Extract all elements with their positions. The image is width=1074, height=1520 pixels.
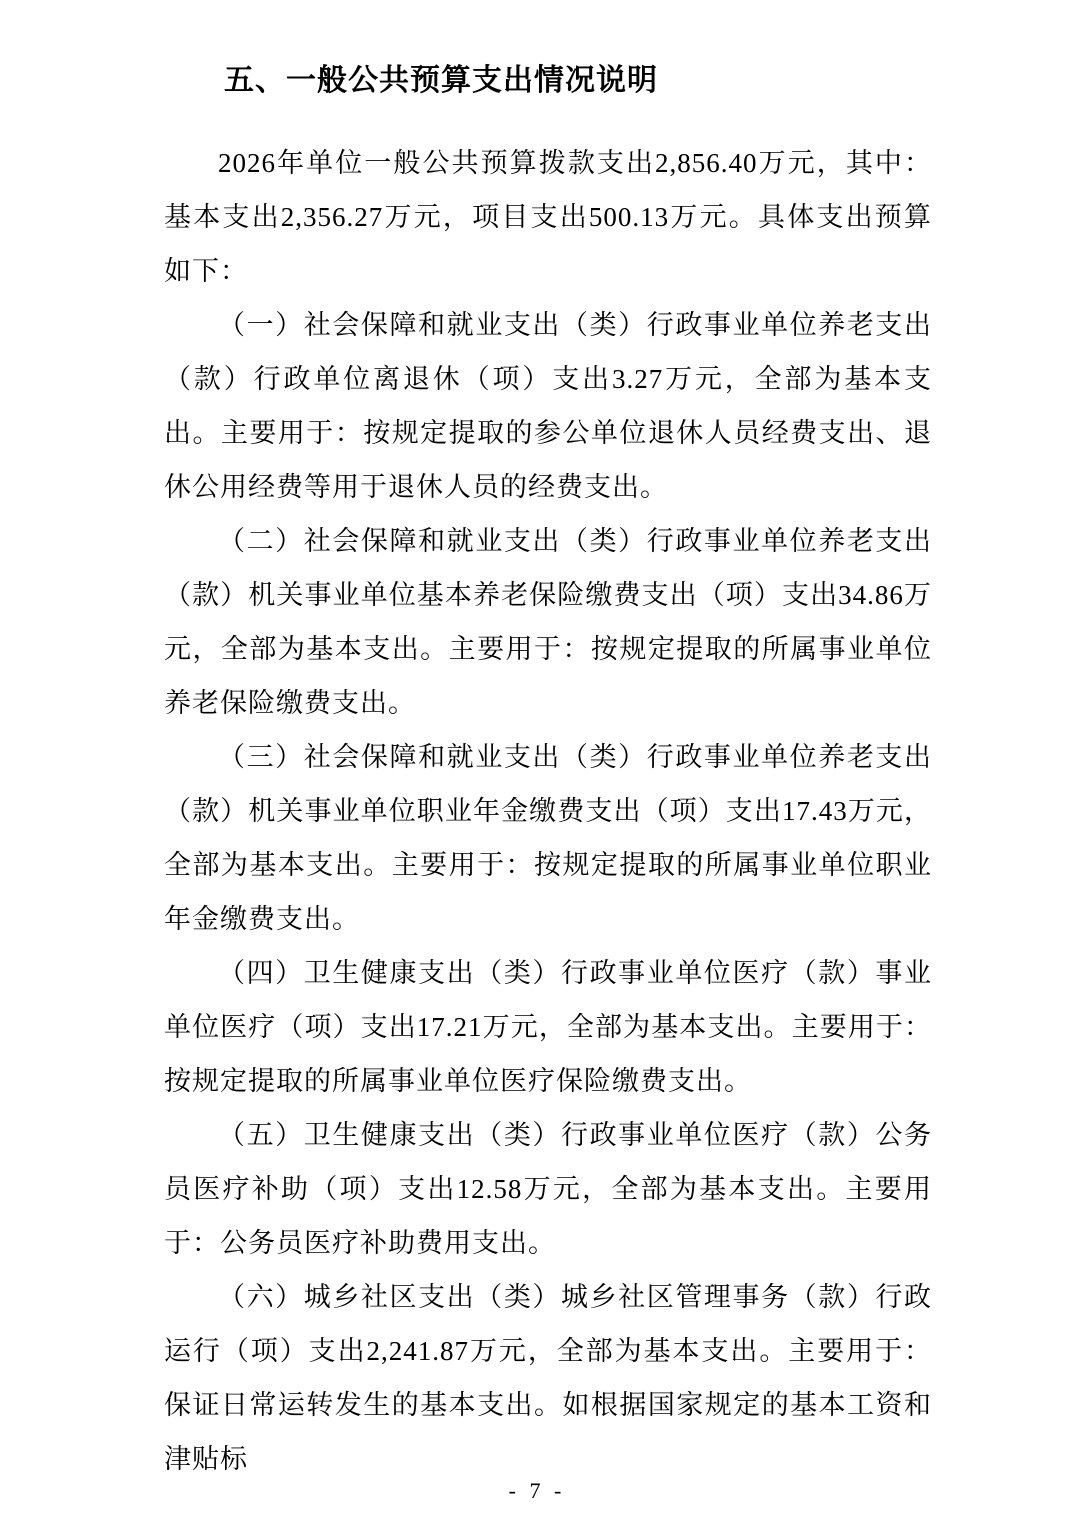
page-number: - 7 - xyxy=(508,1478,566,1503)
paragraph-overview: 2026年单位一般公共预算拨款支出2,856.40万元，其中：基本支出2,356.27万元，项目支出500.13万元。具体支出预算如下： xyxy=(164,148,932,286)
document-content xyxy=(164,60,932,1486)
paragraph-item-1: （一）社会保障和就业支出（类）行政事业单位养老支出（款）行政单位离退休（项）支出3.27万元，全部为基本支出。主要用于：按规定提取的参公单位退休人员经费支出、退休公用经费等用于退休人员的经费支出。 xyxy=(164,310,932,502)
paragraph-item-5: （五）卫生健康支出（类）行政事业单位医疗（款）公务员医疗补助（项）支出12.58万元，全部为基本支出。主要用于：公务员医疗补助费用支出。 xyxy=(164,1120,932,1258)
paragraph-item-3: （三）社会保障和就业支出（类）行政事业单位养老支出（款）机关事业单位职业年金缴费支出（项）支出17.43万元，全部为基本支出。主要用于：按规定提取的所属事业单位职业年金缴费支出。 xyxy=(164,742,932,934)
paragraph-item-2: （二）社会保障和就业支出（类）行政事业单位养老支出（款）机关事业单位基本养老保险缴费支出（项）支出34.86万元，全部为基本支出。主要用于：按规定提取的所属事业单位养老保险缴费支出。 xyxy=(164,526,932,718)
section-heading: 五、一般公共预算支出情况说明 xyxy=(224,63,658,98)
paragraph-item-4: （四）卫生健康支出（类）行政事业单位医疗（款）事业单位医疗（项）支出17.21万元，全部为基本支出。主要用于：按规定提取的所属事业单位医疗保险缴费支出。 xyxy=(164,958,932,1096)
paragraph-item-6: （六）城乡社区支出（类）城乡社区管理事务（款）行政运行（项）支出2,241.87万元，全部为基本支出。主要用于：保证日常运转发生的基本支出。如根据国家规定的基本工资和津贴标 xyxy=(164,1282,932,1474)
